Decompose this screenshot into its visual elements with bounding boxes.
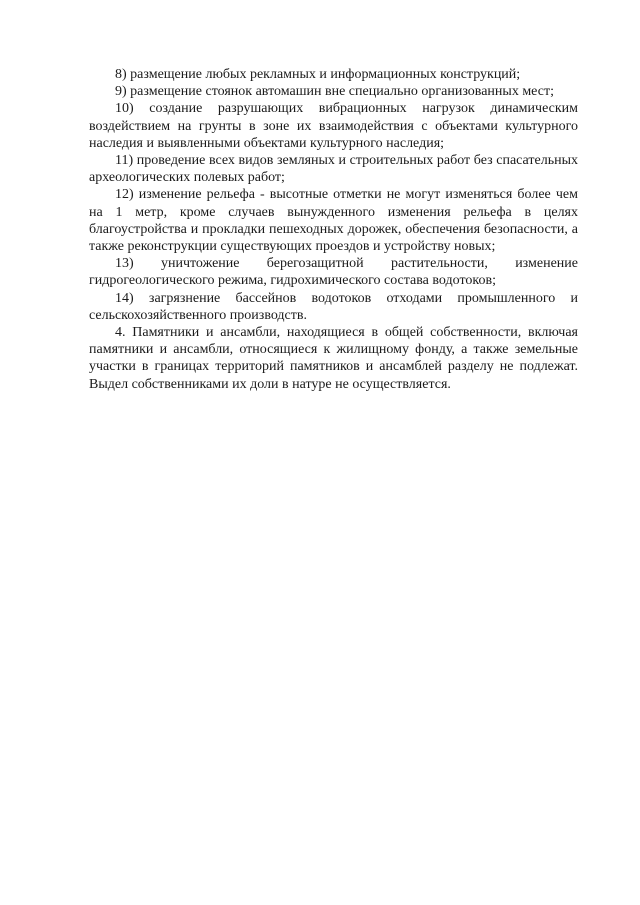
paragraph-item-12: 12) изменение рельефа - высотные отметки не могут изменяться более чем на 1 метр, кроме случаев вынужденного изменения рельефа в целях благоустройства и прокладки пешеходных дорожек, обеспечения безопасности, а также реконструкции существующих проездов и устройству новых; xyxy=(89,187,578,255)
paragraph-item-9: 9) размещение стоянок автомашин вне специально организованных мест; xyxy=(115,84,554,100)
document-page xyxy=(89,66,578,393)
paragraph-item-10: 10) создание разрушающих вибрационных нагрузок динамическим воздействием на грунты в зоне их взаимодействия с объектами культурного наследия и выявленными объектами культурного наследия; xyxy=(89,101,578,151)
paragraph-section-4: 4. Памятники и ансамбли, находящиеся в общей собственности, включая памятники и ансамбли, относящиеся к жилищному фонду, а также земельные участки в границах территорий памятников и ансамблей разделу не подлежат. Выдел собственниками их доли в натуре не осуществляется. xyxy=(89,325,578,392)
paragraph-item-13: 13) уничтожение берегозащитной растительности, изменение гидрогеологического режима, гидрохимического состава водотоков; xyxy=(89,256,578,289)
paragraph-item-11: 11) проведение всех видов земляных и строительных работ без спасательных археологических полевых работ; xyxy=(89,153,578,186)
paragraph-item-14: 14) загрязнение бассейнов водотоков отходами промышленного и сельскохозяйственного производств. xyxy=(89,290,578,323)
paragraph-item-8: 8) размещение любых рекламных и информационных конструкций; xyxy=(115,67,521,82)
